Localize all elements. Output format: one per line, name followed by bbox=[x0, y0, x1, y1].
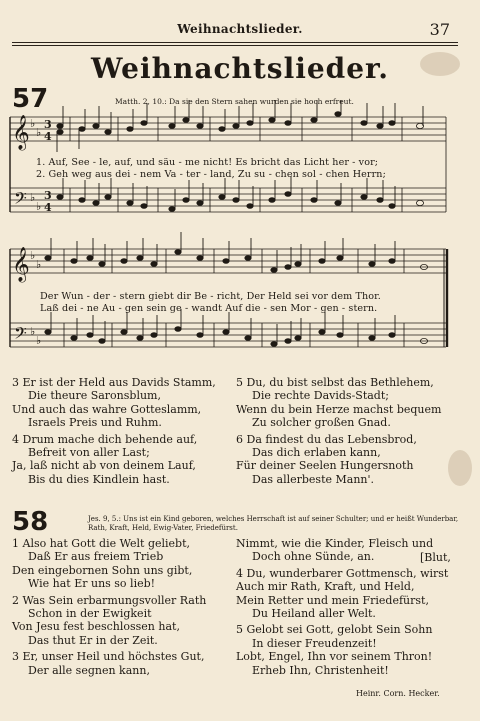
hymn-57-number: 57 bbox=[12, 84, 49, 114]
flat-icon: ♭ bbox=[36, 334, 42, 347]
verse-line: Erheb Ihn, Christenheit! bbox=[252, 663, 389, 677]
page-stain bbox=[448, 450, 472, 486]
verse-line: Doch ohne Sünde, an. bbox=[252, 550, 375, 564]
verse-line: Das allerbeste Mann'. bbox=[252, 472, 375, 486]
hymn-58-scripture: Jes. 9, 5.: Uns ist ein Kind geboren, welches Herrschaft ist auf seiner Schulter; und er heißt Wunderbar, bbox=[88, 515, 459, 523]
hymn-57-scripture: Matth. 2, 10.: Da sie den Stern sahen wurden sie hoch erfreut. bbox=[115, 97, 354, 106]
time-signature-3-4-icon: 3 bbox=[44, 189, 52, 202]
staff-bass-2 bbox=[10, 323, 446, 347]
time-signature-3-4-icon: 4 bbox=[44, 130, 52, 143]
verse-line: Befreit von aller Last; bbox=[28, 446, 150, 460]
verse-line: Schon in der Ewigkeit bbox=[28, 607, 152, 621]
verse-line: Du Heiland aller Welt. bbox=[252, 607, 376, 621]
hymn-58-verses-left bbox=[12, 537, 206, 677]
treble-clef-icon: 𝄞 bbox=[12, 247, 30, 282]
time-signature-3-4-icon: 3 bbox=[44, 118, 52, 131]
verse-line: 4 Drum mache dich behende auf, bbox=[12, 432, 198, 446]
verse-line: Nimmt, wie die Kinder, Fleisch und bbox=[236, 537, 434, 550]
verse-line: Und auch das wahre Gotteslamm, bbox=[12, 402, 202, 416]
verse-line: Bis du dies Kindlein hast. bbox=[28, 472, 170, 486]
verse-line: Wenn du bein Herze machst bequem bbox=[236, 402, 442, 416]
hymn-57-lyric-line: 2. Geh weg aus dei - nem Va - ter - land, Zu su - chen sol - chen Herrn; bbox=[36, 169, 386, 180]
page-number: 37 bbox=[429, 20, 450, 39]
flat-icon: ♭ bbox=[30, 191, 36, 204]
bass-clef-icon: 𝄢 bbox=[14, 323, 27, 347]
verse-line: 3 Er ist der Held aus Davids Stamm, bbox=[12, 376, 216, 389]
turnover-word: [Blut, bbox=[420, 551, 451, 564]
bass-clef-icon: 𝄢 bbox=[14, 188, 27, 212]
verse-line: Von Jesu fest beschlossen hat, bbox=[12, 620, 180, 634]
verse-line: Lobt, Engel, Ihn vor seinem Thron! bbox=[236, 650, 433, 664]
flat-icon: ♭ bbox=[36, 200, 42, 213]
verse-line: Mein Retter und mein Friedefürst, bbox=[236, 593, 429, 607]
verse-line: Zu solcher großen Gnad. bbox=[252, 416, 391, 430]
hymn-57-verses-right bbox=[236, 376, 441, 486]
verse-line: 1 Also hat Gott die Welt geliebt, bbox=[12, 537, 191, 550]
flat-icon: ♭ bbox=[30, 249, 36, 262]
verse-line: 5 Gelobt sei Gott, gelobt Sein Sohn bbox=[236, 623, 433, 637]
hymn-57-lyric-line: Laß dei - ne Au - gen sein ge - wandt Auf die - sen Mor - gen - stern. bbox=[40, 303, 378, 314]
flat-icon: ♭ bbox=[36, 258, 42, 271]
verse-line: Israels Preis und Ruhm. bbox=[28, 416, 162, 430]
verse-line: 3 Er, unser Heil und höchstes Gut, bbox=[12, 650, 205, 664]
hymn-58-verses-right bbox=[236, 537, 448, 677]
section-title: Weihnachtslieder. bbox=[91, 52, 389, 85]
verse-line: Den eingebornen Sohn uns gibt, bbox=[12, 563, 193, 577]
verse-line: 6 Da findest du das Lebensbrod, bbox=[236, 432, 417, 446]
hymn-58-scripture: Rath, Kraft, Held, Ewig-Vater, Friedefürst. bbox=[88, 524, 238, 532]
verse-line: Der alle segnen kann, bbox=[28, 663, 150, 677]
verse-line: Für deiner Seelen Hungersnoth bbox=[236, 459, 414, 473]
staff-treble-1 bbox=[10, 117, 446, 141]
time-signature-3-4-icon: 4 bbox=[44, 201, 52, 214]
hymn-58-number: 58 bbox=[12, 507, 49, 537]
verse-line: Daß Er aus freiem Trieb bbox=[28, 550, 164, 564]
verse-line: In dieser Freudenzeit! bbox=[252, 636, 377, 650]
hymn-57-verses-left bbox=[12, 376, 216, 486]
verse-line: Wie hat Er uns so lieb! bbox=[28, 577, 156, 591]
verse-line: Ja, laß nicht ab von deinem Lauf, bbox=[12, 459, 196, 473]
verse-line: 2 Was Sein erbarmungsvoller Rath bbox=[12, 593, 207, 607]
verse-line: Das thut Er in der Zeit. bbox=[28, 633, 158, 647]
hymn-57-lyric-line: Der Wun - der - stern giebt dir Be - richt, Der Held sei vor dem Thor. bbox=[40, 291, 381, 302]
running-title: Weihnachtslieder. bbox=[177, 22, 303, 36]
hymn-58-author: Heinr. Corn. Hecker. bbox=[356, 689, 440, 698]
flat-icon: ♭ bbox=[30, 325, 36, 338]
verse-line: Die rechte Davids-Stadt; bbox=[252, 389, 389, 403]
verse-line: Das dich erlaben kann, bbox=[252, 446, 381, 460]
hymn-57-lyric-line: 1. Auf, See - le, auf, und säu - me nicht! Es bricht das Licht her - vor; bbox=[36, 157, 379, 168]
verse-line: 4 Du, wunderbarer Gottmensch, wirst bbox=[236, 566, 449, 580]
flat-icon: ♭ bbox=[30, 117, 36, 130]
verse-line: 5 Du, du bist selbst das Bethlehem, bbox=[236, 376, 434, 389]
flat-icon: ♭ bbox=[36, 126, 42, 139]
verse-line: Die theure Saronsblum, bbox=[28, 389, 161, 403]
verse-line: Auch mir Rath, Kraft, und Held, bbox=[236, 580, 415, 594]
treble-clef-icon: 𝄞 bbox=[12, 115, 30, 150]
